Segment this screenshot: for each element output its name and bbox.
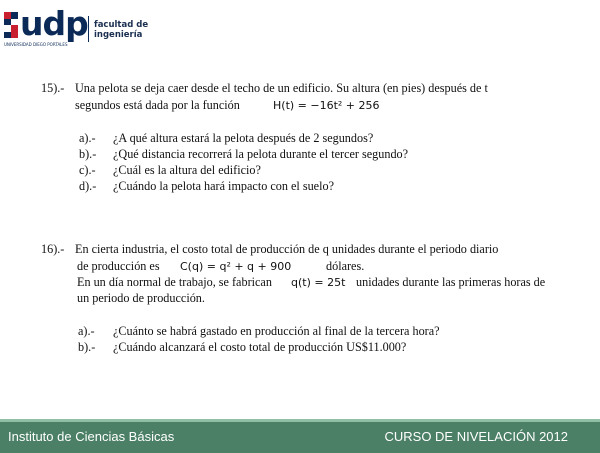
question-text: ¿Qué distancia recorrerá la pelota durante el tercer segundo? <box>113 147 409 161</box>
cost-formula: C(q) = q² + q + 900 <box>180 260 292 273</box>
udp-logo <box>4 4 154 50</box>
question-label: b).- <box>79 147 97 161</box>
checker-square <box>11 32 18 39</box>
problem-text-line-1: En cierta industria, el costo total de producción de q unidades durante el periodo diario <box>75 242 499 256</box>
problem-text-line-3b: unidades durante las primeras horas de <box>356 275 546 289</box>
problem-text-line-3a: En un día normal de trabajo, se fabrican <box>77 275 272 289</box>
institute-name: Instituto de Ciencias Básicas <box>8 429 175 444</box>
question-label: d).- <box>79 179 97 193</box>
problem-text-line-2: segundos está dada por la función <box>75 98 240 112</box>
footer-bar <box>0 422 600 453</box>
question-text: ¿Cuánto se habrá gastado en producción al final de la tercera hora? <box>113 324 440 338</box>
faculty-label <box>94 21 148 40</box>
question-text: ¿Cuál es la altura del edificio? <box>113 163 261 177</box>
problem-text-line-2a: de producción es <box>77 259 160 273</box>
logo-subtext: UNIVERSIDAD DIEGO PORTALES <box>4 42 68 47</box>
faculty-line-2: ingeniería <box>94 29 143 40</box>
checker-square <box>4 32 11 39</box>
problem-number: 16).- <box>41 242 65 256</box>
problem-text-line-1: Una pelota se deja caer desde el techo de un edificio. Su altura (en pies) después de t <box>75 81 488 95</box>
question-label: a).- <box>78 324 95 338</box>
course-name: CURSO DE NIVELACIÓN 2012 <box>384 429 568 444</box>
faculty-line-1: facultad de <box>94 20 149 30</box>
question-text: ¿Cuándo la pelota hará impacto con el suelo? <box>113 179 334 193</box>
question-text: ¿Cuándo alcanzará el costo total de producción US$11.000? <box>113 340 407 354</box>
checker-emblem-icon <box>4 12 18 38</box>
problem-text-line-2b: dólares. <box>326 259 365 273</box>
question-label: a).- <box>79 131 96 145</box>
problem-number: 15).- <box>41 81 65 95</box>
question-text: ¿A qué altura estará la pelota después de 2 segundos? <box>113 131 374 145</box>
production-formula: q(t) = 25t <box>291 276 346 289</box>
logo-divider <box>88 16 89 42</box>
logo-text: udp <box>20 4 88 43</box>
question-label: b).- <box>78 340 96 354</box>
height-formula: H(t) = −16t² + 256 <box>273 99 380 112</box>
question-label: c).- <box>79 163 96 177</box>
problem-text-line-4: un periodo de producción. <box>77 291 205 305</box>
